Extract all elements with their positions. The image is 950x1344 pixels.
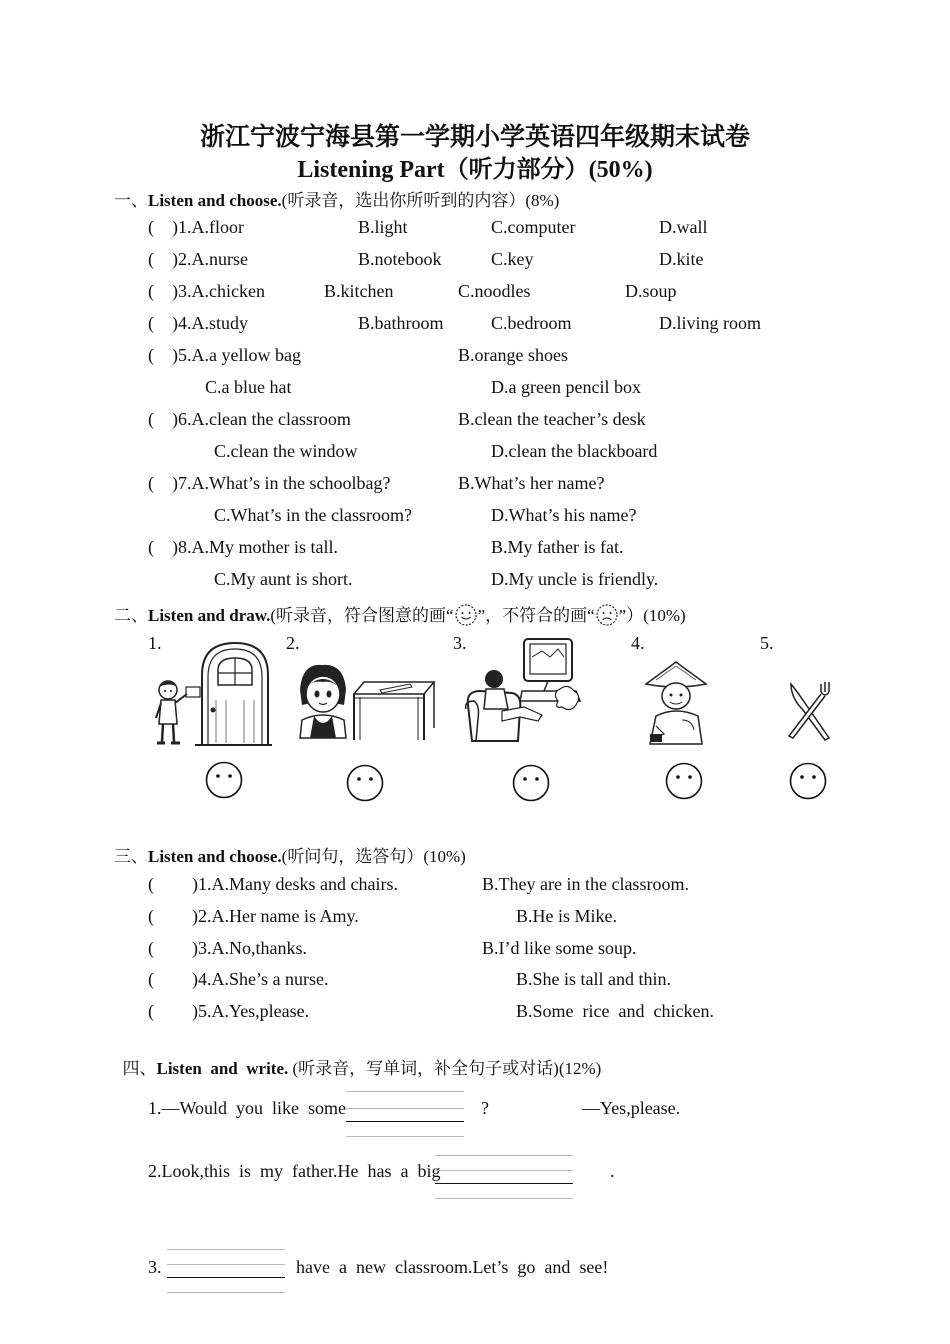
option-b: B.She is tall and thin. bbox=[516, 969, 671, 989]
option-d: D.soup bbox=[625, 281, 677, 301]
q1-reply: —Yes,please. bbox=[582, 1098, 681, 1118]
answer-face-5[interactable] bbox=[789, 762, 827, 800]
answer-paren[interactable]: ( bbox=[148, 938, 154, 958]
part2-heading-cn-c: ”）(10%) bbox=[618, 606, 686, 625]
q3-guide-bottom bbox=[167, 1292, 285, 1293]
part1-heading-en: Listen and choose. bbox=[148, 191, 282, 210]
option-d: D.a green pencil box bbox=[491, 377, 641, 397]
knife-fork-picture bbox=[785, 680, 835, 742]
option-d: D.clean the blackboard bbox=[491, 441, 658, 461]
q1-guide-top bbox=[346, 1091, 464, 1092]
option-c: C.clean the window bbox=[214, 441, 358, 461]
option-a: )7.A.What’s in the schoolbag? bbox=[172, 473, 391, 493]
option-d: D.living room bbox=[659, 313, 761, 333]
option-c: C.key bbox=[491, 249, 534, 269]
part2-heading bbox=[114, 601, 686, 627]
part2-num: 二、 bbox=[114, 606, 148, 625]
part3-heading bbox=[114, 842, 466, 867]
q1-question-mark: ? bbox=[481, 1098, 489, 1118]
q1-text: 1.—Would you like some bbox=[148, 1098, 347, 1118]
option-a: )1.A.Many desks and chairs. bbox=[192, 874, 398, 894]
option-b: B.He is Mike. bbox=[516, 906, 617, 926]
answer-paren[interactable]: ( bbox=[148, 409, 154, 429]
option-c: C.bedroom bbox=[491, 313, 572, 333]
option-a: )4.A.She’s a nurse. bbox=[192, 969, 329, 989]
q1-guide-bottom bbox=[346, 1136, 464, 1137]
boy-tv-picture bbox=[462, 635, 584, 747]
part4-heading bbox=[114, 1034, 601, 1079]
option-a: )5.A.a yellow bag bbox=[172, 345, 301, 365]
answer-paren[interactable]: ( bbox=[148, 969, 154, 989]
option-b: B.kitchen bbox=[324, 281, 394, 301]
part2-heading-cn-b: ”，不符合的画“ bbox=[477, 606, 595, 625]
option-d: D.What’s his name? bbox=[491, 505, 637, 525]
picture-label-5: 5. bbox=[760, 633, 774, 653]
option-b: B.What’s her name? bbox=[458, 473, 605, 493]
q3-guide-top bbox=[167, 1249, 285, 1250]
option-b: B.bathroom bbox=[358, 313, 444, 333]
option-b: B.I’d like some soup. bbox=[482, 938, 637, 958]
boy-door-picture bbox=[150, 640, 275, 750]
part3-heading-en: Listen and choose. bbox=[148, 847, 282, 866]
farmer-picture bbox=[642, 660, 710, 746]
option-a: )3.A.chicken bbox=[172, 281, 265, 301]
option-b: B.notebook bbox=[358, 249, 442, 269]
q2-text: 2.Look,this is my father.He has a big bbox=[148, 1161, 441, 1181]
q2-answer-blank[interactable] bbox=[435, 1183, 573, 1184]
answer-paren[interactable]: ( bbox=[148, 874, 154, 894]
q1-answer-blank[interactable] bbox=[346, 1121, 464, 1122]
option-d: D.kite bbox=[659, 249, 704, 269]
answer-paren[interactable]: ( bbox=[148, 345, 154, 365]
answer-face-1[interactable] bbox=[205, 761, 243, 799]
option-c: C.a blue hat bbox=[205, 377, 292, 397]
part1-heading bbox=[114, 186, 559, 211]
option-b: B.light bbox=[358, 217, 408, 237]
option-a: )4.A.study bbox=[172, 313, 248, 333]
answer-paren[interactable]: ( bbox=[148, 537, 154, 557]
answer-paren[interactable]: ( bbox=[148, 906, 154, 926]
girl-desk-picture bbox=[292, 660, 440, 740]
option-a: )3.A.No,thanks. bbox=[192, 938, 307, 958]
option-c: C.computer bbox=[491, 217, 576, 237]
picture-label-1: 1. bbox=[148, 633, 162, 653]
answer-face-4[interactable] bbox=[665, 762, 703, 800]
q1-guide-mid bbox=[346, 1108, 464, 1109]
option-b: B.They are in the classroom. bbox=[482, 874, 689, 894]
part3-heading-cn: (听问句，选答句）(10%) bbox=[281, 847, 466, 866]
option-b: B.My father is fat. bbox=[491, 537, 624, 557]
part1-num: 一、 bbox=[114, 191, 148, 210]
option-c: C.What’s in the classroom? bbox=[214, 505, 412, 525]
part3-num: 三、 bbox=[114, 847, 148, 866]
option-a: )6.A.clean the classroom bbox=[172, 409, 351, 429]
answer-paren[interactable]: ( bbox=[148, 313, 154, 333]
answer-face-2[interactable] bbox=[346, 764, 384, 802]
picture-label-3: 3. bbox=[453, 633, 467, 653]
part2-heading-cn-a: (听录音，符合图意的画“ bbox=[270, 606, 454, 625]
option-c: C.noodles bbox=[458, 281, 531, 301]
picture-label-2: 2. bbox=[286, 633, 300, 653]
answer-face-3[interactable] bbox=[512, 764, 550, 802]
option-b: B.orange shoes bbox=[458, 345, 568, 365]
q3-number: 3. bbox=[148, 1257, 162, 1277]
option-b: B.clean the teacher’s desk bbox=[458, 409, 646, 429]
q3-guide-mid bbox=[167, 1264, 285, 1265]
part4-heading-en: Listen and write. bbox=[156, 1059, 289, 1078]
picture-label-4: 4. bbox=[631, 633, 645, 653]
page-title: 浙江宁波宁海县第一学期小学英语四年级期末试卷 bbox=[199, 124, 750, 151]
answer-paren[interactable]: ( bbox=[148, 281, 154, 301]
sad-face-icon bbox=[595, 603, 619, 627]
option-d: D.wall bbox=[659, 217, 708, 237]
option-c: C.My aunt is short. bbox=[214, 569, 353, 589]
option-a: )2.A.Her name is Amy. bbox=[192, 906, 359, 926]
answer-paren[interactable]: ( bbox=[148, 249, 154, 269]
answer-paren[interactable]: ( bbox=[148, 1001, 154, 1021]
option-a: )2.A.nurse bbox=[172, 249, 248, 269]
option-d: D.My uncle is friendly. bbox=[491, 569, 659, 589]
part4-num: 四、 bbox=[122, 1059, 157, 1078]
option-a: )1.A.floor bbox=[172, 217, 244, 237]
smile-face-icon bbox=[454, 603, 478, 627]
q2-guide-bottom bbox=[435, 1198, 573, 1199]
q2-period: . bbox=[610, 1161, 615, 1181]
page-subtitle: Listening Part（听力部分）(50%) bbox=[297, 157, 653, 183]
part1-heading-cn: (听录音，选出你所听到的内容）(8%) bbox=[281, 191, 560, 210]
part2-heading-en: Listen and draw. bbox=[148, 606, 271, 625]
answer-paren[interactable]: ( bbox=[148, 473, 154, 493]
option-a: )5.A.Yes,please. bbox=[192, 1001, 310, 1021]
answer-paren[interactable]: ( bbox=[148, 217, 154, 237]
part4-heading-cn: (听录音，写单词，补全句子或对话)(12%) bbox=[292, 1059, 602, 1078]
q3-text: have a new classroom.Let’s go and see! bbox=[296, 1257, 609, 1277]
option-a: )8.A.My mother is tall. bbox=[172, 537, 338, 557]
q2-guide-top bbox=[435, 1155, 573, 1156]
q2-guide-mid bbox=[435, 1170, 573, 1171]
option-b: B.Some rice and chicken. bbox=[516, 1001, 714, 1021]
q3-answer-blank[interactable] bbox=[167, 1277, 285, 1278]
